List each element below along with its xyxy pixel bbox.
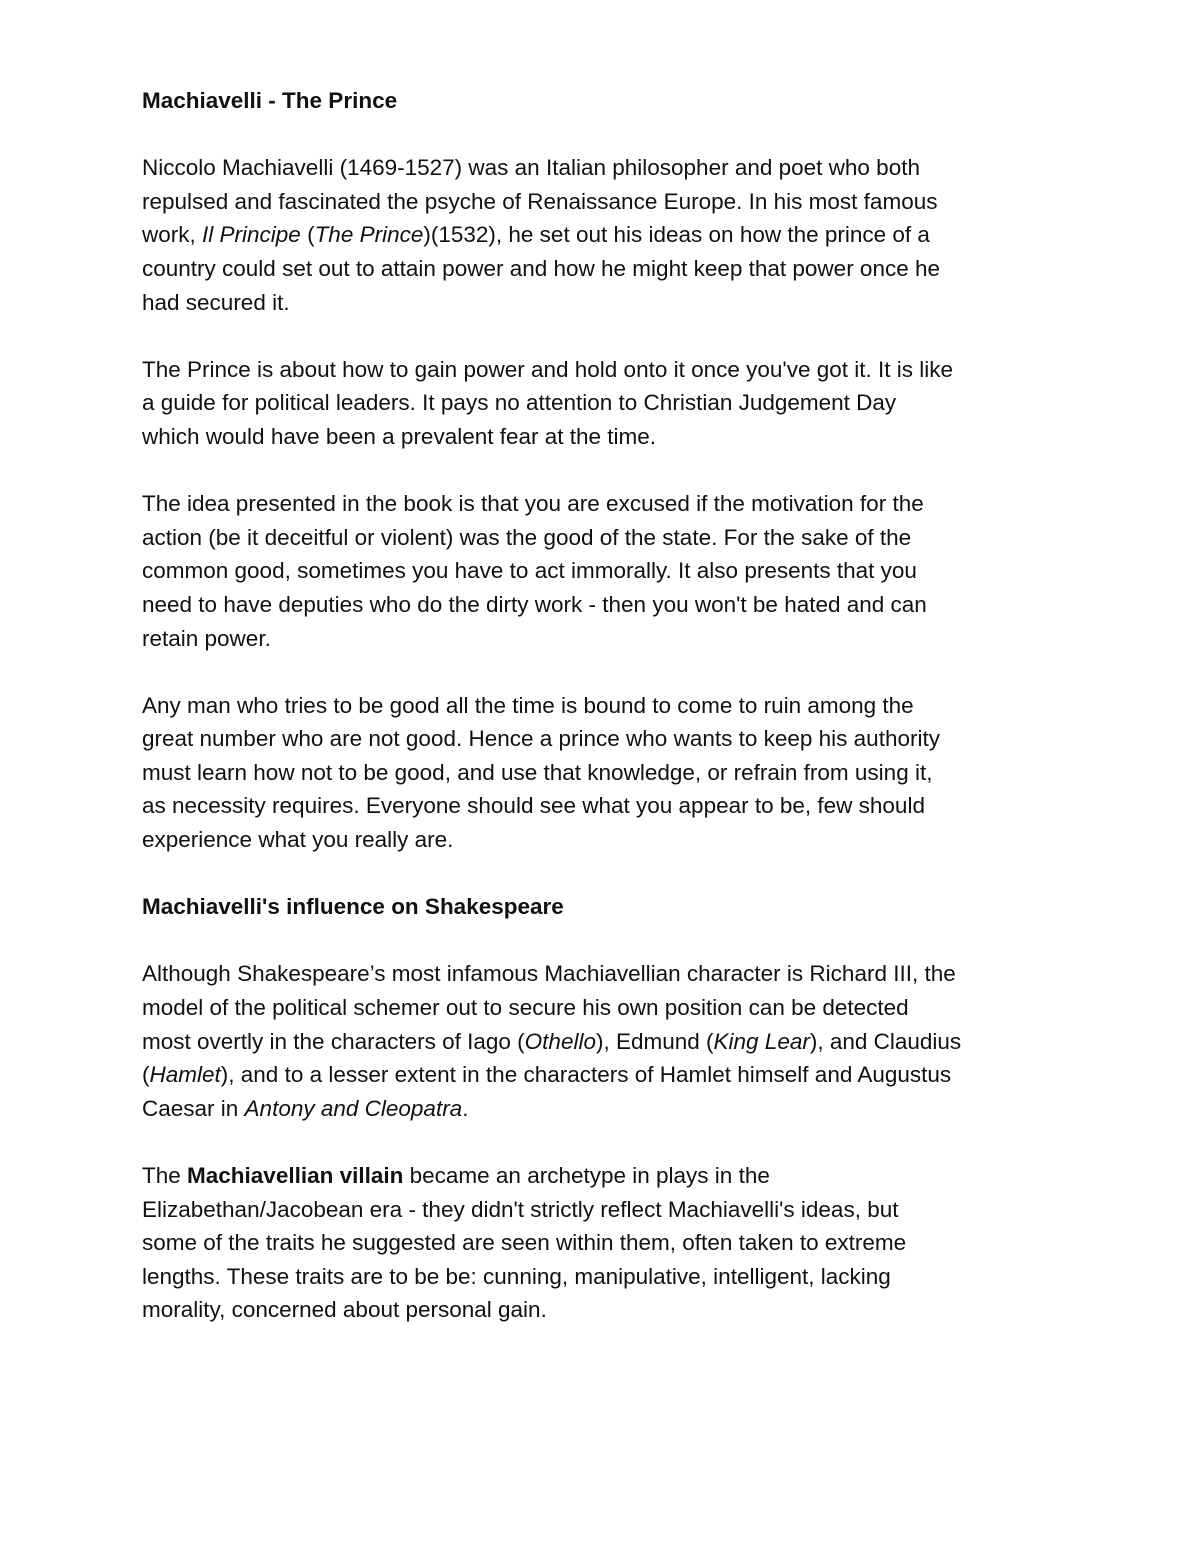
text-line: The idea presented in the book is that you are excused if the motivation for the [142,491,924,517]
paragraph-intro [142,151,1082,319]
text-line: The Prince is about how to gain power and hold onto it once you've got it. It is like [142,356,954,382]
text-line: Elizabethan/Jacobean era - they didn't strictly reflect Machiavelli's ideas, but [142,1196,899,1222]
text-line: action (be it deceitful or violent) was the good of the state. For the sake of the [142,524,912,550]
text-line: retain power. [142,625,271,651]
text-run: ), Edmund ( [595,1028,714,1054]
text-run: ( [142,1062,150,1088]
text-line [142,1058,1082,1092]
text-line: lengths. These traits are to be be: cunning, manipulative, intelligent, lacking [142,1263,891,1289]
text-line [142,1025,1082,1059]
text-line [142,218,1082,252]
text-line [142,1159,1082,1193]
text-line: experience what you really are. [142,827,454,853]
heading-influence-on-shakespeare: Machiavelli's influence on Shakespeare [142,894,564,920]
text-line: which would have been a prevalent fear at the time. [142,423,657,449]
paragraph-any-man [142,689,1082,857]
spacer [142,924,1082,958]
text-line: common good, sometimes you have to act immorally. It also presents that you [142,558,917,584]
text-line: some of the traits he suggested are seen within them, often taken to extreme [142,1230,907,1256]
italic-title-hamlet: Hamlet [149,1062,221,1088]
text-line [142,1092,1082,1126]
text-line: had secured it. [142,289,290,315]
text-line: Although Shakespeare’s most infamous Machiavellian character is Richard III, the [142,961,956,987]
text-run: became an archetype in plays in the [403,1163,770,1188]
italic-title-il-principe: Il Principe [202,222,301,248]
italic-title-the-prince: The Prince [314,222,424,248]
spacer [142,319,1082,353]
text-line: great number who are not good. Hence a prince who wants to keep his authority [142,726,940,752]
text-line: a guide for political leaders. It pays no attention to Christian Judgement Day [142,390,897,416]
paragraph-shakespeare-characters [142,957,1082,1125]
paragraph-machiavellian-villain [142,1159,1082,1327]
italic-title-othello: Othello [524,1028,596,1054]
paragraph-idea [142,487,1082,655]
heading-the-prince: Machiavelli - The Prince [142,88,398,113]
text-run: work, [142,222,203,248]
text-run: The [142,1163,188,1188]
text-line: need to have deputies who do the dirty work - then you won't be hated and can [142,591,927,617]
spacer [142,454,1082,488]
spacer [142,118,1082,152]
text-run: ), and to a lesser extent in the characters of Hamlet himself and Augustus [220,1062,952,1088]
document-page [142,84,1082,1327]
text-line: as necessity requires. Everyone should see what you appear to be, few should [142,793,925,819]
bold-term-machiavellian-villain: Machiavellian villain [187,1163,404,1188]
text-run: )(1532), he set out his ideas on how the prince of a [423,222,930,248]
italic-title-king-lear: King Lear [713,1028,810,1054]
text-line: must learn how not to be good, and use that knowledge, or refrain from using it, [142,759,933,785]
text-line: Niccolo Machiavelli (1469-1527) was an Italian philosopher and poet who both [142,155,920,181]
text-line: model of the political schemer out to secure his own position can be detected [142,995,909,1021]
text-run: ), and Claudius [809,1028,962,1054]
text-line: morality, concerned about personal gain. [142,1297,547,1323]
text-line: Any man who tries to be good all the time is bound to come to ruin among the [142,692,914,718]
spacer [142,1125,1082,1159]
text-line: repulsed and fascinated the psyche of Renaissance Europe. In his most famous [142,188,938,214]
text-run: . [462,1095,469,1121]
text-line: country could set out to attain power and how he might keep that power once he [142,255,941,281]
text-run: Caesar in [142,1095,245,1121]
spacer [142,857,1082,891]
text-run: ( [300,222,315,248]
spacer [142,655,1082,689]
paragraph-about-the-prince [142,353,1082,454]
italic-title-antony-and-cleopatra: Antony and Cleopatra [244,1095,463,1121]
text-run: most overtly in the characters of Iago ( [142,1028,525,1054]
